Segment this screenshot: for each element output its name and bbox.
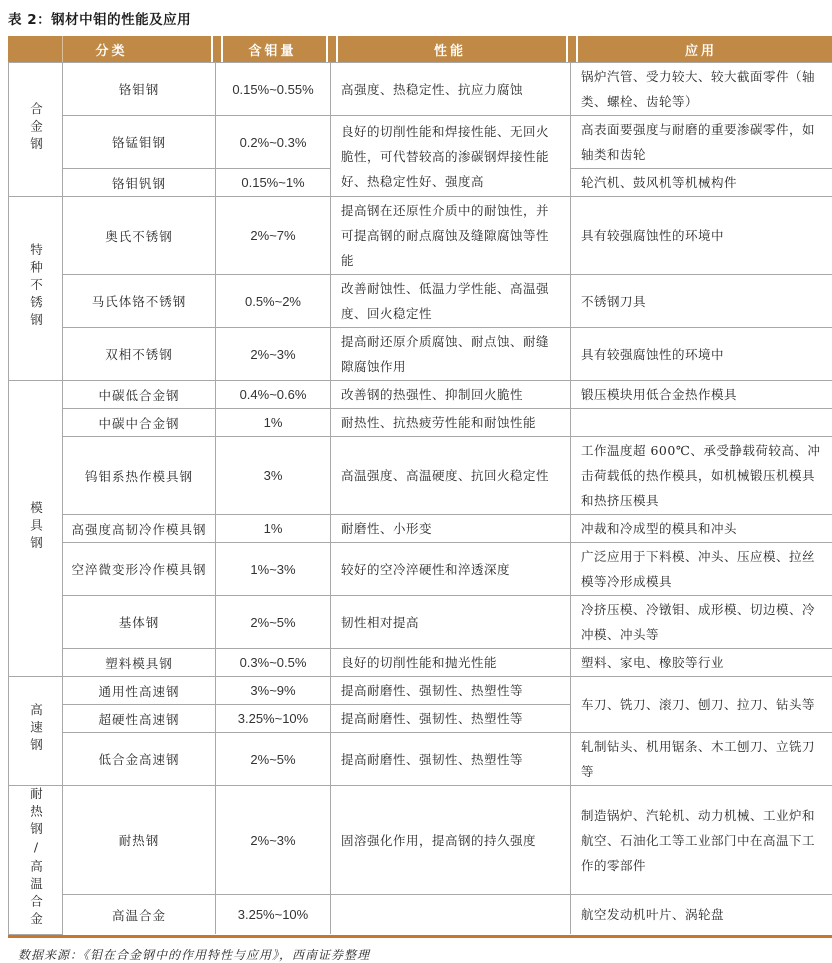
header-divider xyxy=(336,36,338,62)
application-cell: 冲裁和冷成型的模具和冲头 xyxy=(571,515,832,543)
application-cell: 广泛应用于下料模、冲头、压应模、拉丝模等冷形成模具 xyxy=(571,543,832,596)
steel-type-cell: 双相不锈钢 xyxy=(63,328,216,381)
performance-cell: 耐热性、抗热疲劳性能和耐蚀性能 xyxy=(331,409,571,437)
mo-content-cell: 2%~5% xyxy=(216,596,331,649)
header-divider xyxy=(211,36,213,62)
performance-cell: 改善耐蚀性、低温力学性能、高温强度、回火稳定性 xyxy=(331,275,571,328)
mo-content-cell: 0.2%~0.3% xyxy=(216,116,331,169)
group-label-die-steel xyxy=(9,381,63,677)
table-row xyxy=(9,63,832,116)
mo-content-cell: 1% xyxy=(216,409,331,437)
performance-cell: 提高耐磨性、强韧性、热塑性等 xyxy=(331,733,571,786)
steel-type-cell: 铬锰钼钢 xyxy=(63,116,216,169)
performance-cell: 改善钢的热强性、抑制回火脆性 xyxy=(331,381,571,409)
performance-cell: 固溶强化作用，提高钢的持久强度 xyxy=(331,786,571,895)
column-header-application: 应用 xyxy=(570,36,832,62)
table-body xyxy=(8,62,832,935)
group-label-text: 模具钢 xyxy=(29,501,43,554)
performance-cell: 良好的切削性能和焊接性能、无回火脆性，可代替较高的渗碳钢焊接性能好、热稳定性好、强度高 xyxy=(331,116,571,197)
steel-type-cell: 低合金高速钢 xyxy=(63,733,216,786)
group-label-text: 耐热钢/高温合金 xyxy=(29,787,43,930)
mo-content-cell: 3%~9% xyxy=(216,677,331,705)
mo-content-cell: 2%~5% xyxy=(216,733,331,786)
mo-content-cell: 1% xyxy=(216,515,331,543)
application-cell: 轮汽机、鼓风机等机械构件 xyxy=(571,169,832,197)
steel-molybdenum-table xyxy=(8,36,832,938)
mo-content-cell: 2%~3% xyxy=(216,786,331,895)
group-label-text: 合金钢 xyxy=(29,102,43,155)
performance-cell: 提高耐磨性、强韧性、热塑性等 xyxy=(331,705,571,733)
steel-type-cell: 中碳低合金钢 xyxy=(63,381,216,409)
group-label-text: 特种不锈钢 xyxy=(29,243,43,331)
table-row xyxy=(9,275,832,328)
table-row xyxy=(9,733,832,786)
table-row xyxy=(9,328,832,381)
application-cell: 制造锅炉、汽轮机、动力机械、工业炉和航空、石油化工等工业部门中在高温下工作的零部件 xyxy=(571,786,832,895)
application-cell: 塑料、家电、橡胶等行业 xyxy=(571,649,832,677)
column-header-category: 分类 xyxy=(8,36,215,62)
header-divider xyxy=(62,36,63,62)
table-title: 表 2：钢材中钼的性能及应用 xyxy=(0,0,832,36)
steel-type-cell: 马氏体铬不锈钢 xyxy=(63,275,216,328)
mo-content-cell: 0.15%~1% xyxy=(216,169,331,197)
performance-cell: 较好的空冷淬硬性和淬透深度 xyxy=(331,543,571,596)
application-cell: 不锈钢刀具 xyxy=(571,275,832,328)
application-cell: 冷挤压模、冷镦钼、成形模、切边模、冷冲模、冲头等 xyxy=(571,596,832,649)
mo-content-cell: 2%~3% xyxy=(216,328,331,381)
group-label-special-stainless xyxy=(9,197,63,381)
mo-content-cell: 3.25%~10% xyxy=(216,895,331,934)
application-cell: 具有较强腐蚀性的环境中 xyxy=(571,328,832,381)
mo-content-cell: 3.25%~10% xyxy=(216,705,331,733)
mo-content-cell: 0.3%~0.5% xyxy=(216,649,331,677)
mo-content-cell: 0.15%~0.55% xyxy=(216,63,331,116)
application-cell: 具有较强腐蚀性的环境中 xyxy=(571,197,832,275)
table-row xyxy=(9,649,832,677)
steel-type-cell: 铬钼钒钢 xyxy=(63,169,216,197)
table-row xyxy=(9,381,832,409)
mo-content-cell: 2%~7% xyxy=(216,197,331,275)
steel-type-cell: 超硬性高速钢 xyxy=(63,705,216,733)
mo-content-cell: 0.4%~0.6% xyxy=(216,381,331,409)
performance-cell: 高强度、热稳定性、抗应力腐蚀 xyxy=(331,63,571,116)
performance-cell: 提高耐磨性、强韧性、热塑性等 xyxy=(331,677,571,705)
performance-cell: 高温强度、高温硬度、抗回火稳定性 xyxy=(331,437,571,515)
mo-content-cell: 3% xyxy=(216,437,331,515)
performance-cell: 耐磨性、小形变 xyxy=(331,515,571,543)
table-row xyxy=(9,437,832,515)
header-divider xyxy=(566,36,568,62)
table-row xyxy=(9,543,832,596)
application-cell: 锅炉汽管、受力较大、较大截面零件（轴类、螺栓、齿轮等） xyxy=(571,63,832,116)
table-row xyxy=(9,197,832,275)
mo-content-cell: 1%~3% xyxy=(216,543,331,596)
table-row xyxy=(9,677,832,705)
steel-type-cell: 钨钼系热作模具钢 xyxy=(63,437,216,515)
steel-type-cell: 铬钼钢 xyxy=(63,63,216,116)
header-divider xyxy=(576,36,578,62)
performance-cell: 提高钢在还原性介质中的耐蚀性，并可提高钢的耐点腐蚀及缝隙腐蚀等性能 xyxy=(331,197,571,275)
application-cell: 高表面要强度与耐磨的重要渗碳零件，如轴类和齿轮 xyxy=(571,116,832,169)
performance-cell xyxy=(331,895,571,934)
header-divider xyxy=(326,36,328,62)
performance-cell: 韧性相对提高 xyxy=(331,596,571,649)
header-divider xyxy=(221,36,223,62)
application-cell: 工作温度超 600℃、承受静载荷较高、冲击荷载低的热作模具，如机械锻压机模具和热挤压模具 xyxy=(571,437,832,515)
application-cell: 轧制钻头、机用锯条、木工刨刀、立铣刀等 xyxy=(571,733,832,786)
column-header-performance: 性能 xyxy=(330,36,570,62)
table-row xyxy=(9,786,832,895)
data-source-note: 数据来源：《钼在合金钢中的作用特性与应用》，西南证券整理 xyxy=(18,946,832,963)
steel-type-cell: 中碳中合金钢 xyxy=(63,409,216,437)
table-bottom-accent-line xyxy=(8,935,832,938)
table-row xyxy=(9,596,832,649)
steel-type-cell: 奥氏不锈钢 xyxy=(63,197,216,275)
table-header-row xyxy=(8,36,832,62)
mo-content-cell: 0.5%~2% xyxy=(216,275,331,328)
steel-type-cell: 高温合金 xyxy=(63,895,216,934)
steel-type-cell: 高强度高韧冷作模具钢 xyxy=(63,515,216,543)
group-label-heat-resistant xyxy=(9,786,63,935)
group-label-high-speed-steel xyxy=(9,677,63,786)
steel-type-cell: 基体钢 xyxy=(63,596,216,649)
steel-type-cell: 塑料模具钢 xyxy=(63,649,216,677)
table-row xyxy=(9,515,832,543)
table-row xyxy=(9,895,832,934)
column-header-mo-content: 含钼量 xyxy=(215,36,330,62)
application-cell: 航空发动机叶片、涡轮盘 xyxy=(571,895,832,934)
application-cell: 车刀、铣刀、滚刀、刨刀、拉刀、钻头等 xyxy=(571,677,832,733)
table-row xyxy=(9,116,832,169)
steel-type-cell: 通用性高速钢 xyxy=(63,677,216,705)
performance-cell: 良好的切削性能和抛光性能 xyxy=(331,649,571,677)
performance-cell: 提高耐还原介质腐蚀、耐点蚀、耐缝隙腐蚀作用 xyxy=(331,328,571,381)
group-label-alloy-steel xyxy=(9,63,63,197)
steel-type-cell: 耐热钢 xyxy=(63,786,216,895)
group-label-text: 高速钢 xyxy=(29,703,43,756)
table-row xyxy=(9,409,832,437)
steel-type-cell: 空淬微变形冷作模具钢 xyxy=(63,543,216,596)
application-cell: 锻压模块用低合金热作模具 xyxy=(571,381,832,409)
application-cell xyxy=(571,409,832,437)
